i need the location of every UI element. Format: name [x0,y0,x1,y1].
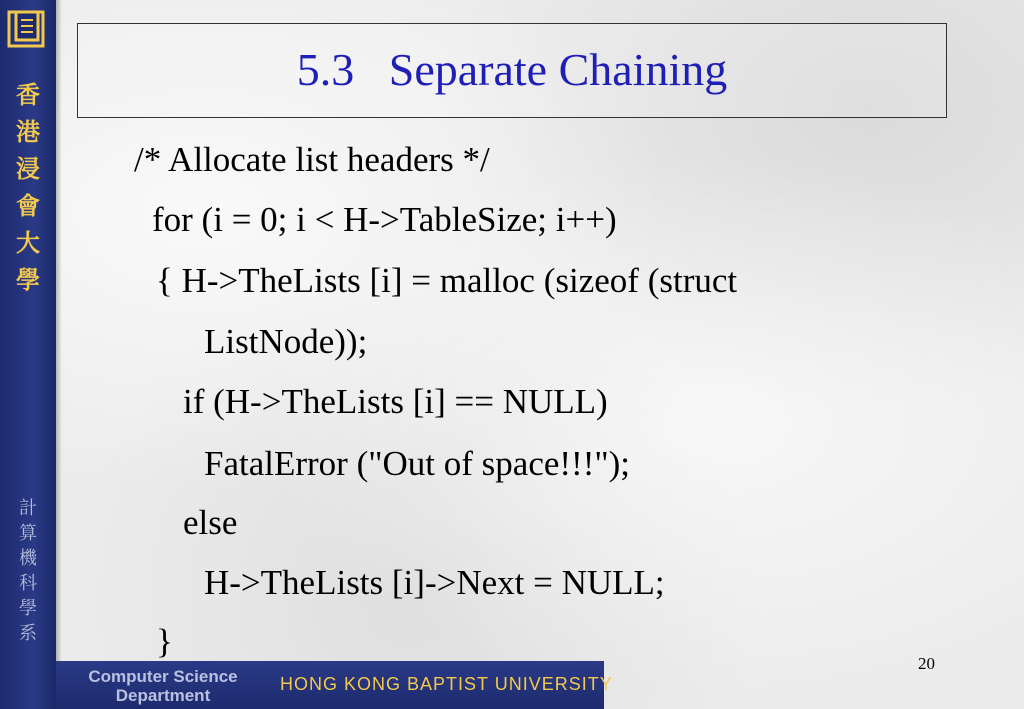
code-line-listnode: ListNode)); [204,322,368,361]
char: 算 [19,523,37,544]
char: 科 [19,573,37,594]
code-line-next: H->TheLists [i]->Next = NULL; [204,563,665,602]
char: 大 [16,228,40,257]
university-logo-icon [6,8,48,50]
char: 香 [16,80,40,109]
char: 計 [19,498,37,519]
university-name-vertical [0,76,56,298]
page-number: 20 [918,654,935,673]
code-line-malloc: { H->TheLists [i] = malloc (sizeof (struct [156,261,738,300]
footer-department-line2: Department [115,686,211,705]
char: 會 [16,191,40,220]
char: 機 [19,548,37,569]
code-line-close-brace: } [156,622,173,661]
sidebar-shadow [56,0,62,709]
footer-department [68,667,258,705]
code-line-else: else [183,503,238,542]
char: 系 [19,623,37,644]
slide-title: 5.3 Separate Chaining [296,44,728,95]
code-line-for: for (i = 0; i < H->TableSize; i++) [152,200,617,239]
char: 港 [16,117,40,146]
footer-university: HONG KONG BAPTIST UNIVERSITY [280,674,613,694]
code-line-if: if (H->TheLists [i] == NULL) [183,382,608,421]
char: 學 [16,265,40,294]
char: 浸 [16,154,40,183]
department-name-vertical [0,496,56,646]
code-line-comment: /* Allocate list headers */ [134,140,490,179]
char: 學 [19,598,37,619]
code-line-fatalerror: FatalError ("Out of space!!!"); [204,444,631,483]
footer-department-line1: Computer Science [88,667,238,686]
